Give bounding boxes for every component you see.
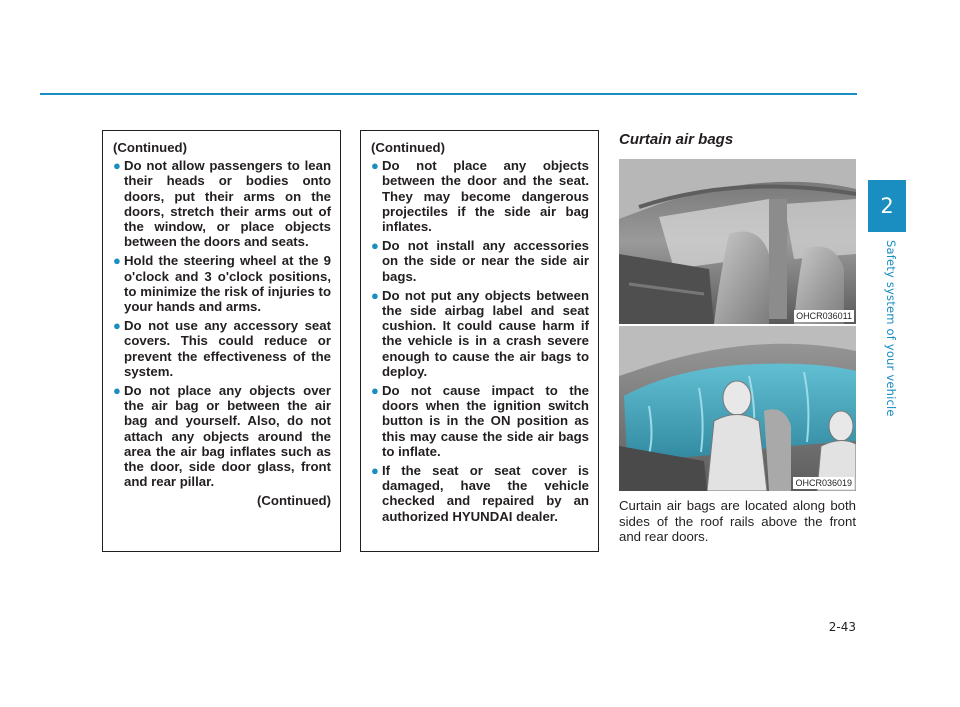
- continued-label: (Continued): [113, 140, 187, 155]
- body-paragraph: Curtain air bags are located along both sides of the roof rails above the front and rear doors.: [619, 498, 856, 544]
- continued-label-end: (Continued): [257, 493, 331, 509]
- list-item: ● If the seat or seat cover is damaged, have the vehicle checked and repaired by an authorized HYUNDAI dealer.: [371, 463, 589, 524]
- bullet-icon: ●: [371, 383, 379, 399]
- list-item: ● Do not place any objects over the air bag or between the air bag and yourself. Also, do not attach any objects around the area the air bag inflates such as the door, side door glass, front and rear pillar.: [113, 383, 331, 490]
- bullet-icon: ●: [113, 253, 121, 269]
- car-interior-illustration: [619, 159, 856, 324]
- list-item: ● Do not allow passengers to lean their heads or bodies onto doors, put their arms on the doors, stretch their arms out of the window, or place objects between the doors and seats.: [113, 158, 331, 250]
- chapter-title: Safety system of your vehicle: [884, 240, 898, 417]
- bullet-icon: ●: [371, 158, 379, 174]
- bullet-icon: ●: [113, 158, 121, 174]
- list-item: ● Do not use any accessory seat covers. This could reduce or prevent the effectiveness of the system.: [113, 318, 331, 379]
- warning-list: [371, 158, 589, 524]
- list-item: ● Hold the steering wheel at the 9 o'clock and 3 o'clock positions, to minimize the risk of injuries to your hands and arms.: [113, 253, 331, 315]
- bullet-icon: ●: [113, 318, 121, 334]
- bullet-icon: ●: [371, 287, 379, 303]
- figure-curtain-airbag-deployed: [619, 326, 856, 491]
- figure-code: OHCR036011: [796, 311, 852, 321]
- chapter-tab: [868, 180, 906, 232]
- figure-code: OHCR036019: [795, 478, 852, 488]
- list-item: ● Do not put any objects between the side airbag label and seat cushion. It could cause harm if the vehicle is in a crash severe enough to cause the air bags to deploy.: [371, 287, 589, 379]
- section-heading: Curtain air bags: [619, 131, 734, 148]
- list-item: ● Do not place any objects between the door and the seat. They may become dangerous projectiles if the side air bag inflates.: [371, 158, 589, 235]
- bullet-icon: ●: [371, 238, 379, 254]
- page-number: 2-43: [828, 620, 856, 634]
- bullet-icon: ●: [371, 463, 379, 479]
- bullet-icon: ●: [113, 383, 121, 399]
- chapter-number: 2: [880, 194, 894, 218]
- list-item: ● Do not install any accessories on the side or near the side air bags.: [371, 238, 589, 284]
- car-interior-airbag-illustration: [619, 326, 856, 491]
- list-item: ● Do not cause impact to the doors when the ignition switch button is in the ON position as this may cause the side air bags to inflate.: [371, 383, 589, 459]
- warning-list: [113, 158, 331, 489]
- figure-curtain-airbag-stowed: [619, 159, 856, 324]
- continued-label: (Continued): [371, 140, 445, 155]
- header-rule: [40, 93, 857, 95]
- warning-box-left: [102, 130, 341, 552]
- warning-box-middle: [360, 130, 599, 552]
